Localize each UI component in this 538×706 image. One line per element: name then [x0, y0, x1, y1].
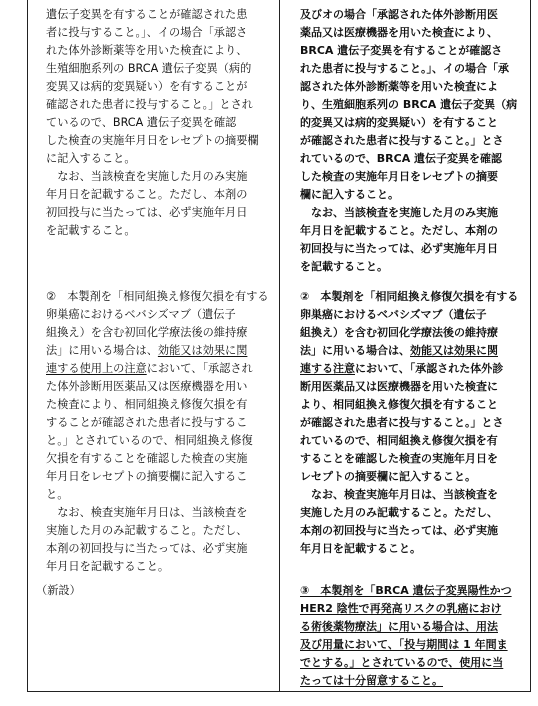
text-line: 年月日をレセプトの摘要欄に記入するこ [46, 470, 248, 483]
text-line: 組換え）を含む初回化学療法後の維持療 [300, 326, 498, 339]
underlined-text-line: たっては十分留意すること。 [300, 674, 443, 687]
text-line: れているので、BRCA 遺伝子変異を確認 [300, 152, 503, 165]
text-line: 実施した月のみ記載すること。ただし、 [46, 524, 248, 537]
text-line: 年月日を記載すること。ただし、本剤の [300, 224, 498, 237]
text-line: 及びオの場合「承認された体外診断用医 [300, 8, 498, 21]
text-line: 年月日を記載すること。ただし、本剤の [46, 188, 248, 201]
text-line: することを確認した検査の実施年月日を [300, 452, 498, 465]
underlined-text: 効能又は効果に関 [410, 344, 498, 357]
text-line: と。」とされているので、相同組換え修復 [46, 434, 253, 447]
left-paragraph-1 [46, 6, 286, 240]
text-line: ているので、BRCA 遺伝子変異を確認 [46, 116, 237, 129]
text-line: た体外診断用医薬品又は医療機器を用い [46, 380, 248, 393]
underlined-text-line: でとする。」とされているので、使用に当 [300, 656, 504, 669]
table-border-right [530, 0, 531, 692]
new-provision-note: （新設） [36, 584, 81, 597]
right-paragraph-3 [300, 582, 528, 690]
text-line: た検査により、相同組換え修復欠損を有 [46, 398, 248, 411]
text-line: より、相同組換え修復欠損を有すること [300, 398, 498, 411]
text-line: することが確認された患者に投与するこ [46, 416, 248, 429]
text-line: なお、検査実施年月日は、当該検査を [300, 488, 498, 501]
text-line: 本剤の初回投与に当たっては、必ず実施 [46, 542, 248, 555]
text-line: 卵巣癌におけるベバシズマブ（遺伝子 [46, 308, 236, 321]
text-line: 欠損を有することを確認した検査の実施 [46, 452, 248, 465]
text-line: した検査の実施年月日をレセプトの摘要 [300, 170, 498, 183]
text-line: 変異又は病的変異疑い）を有することが [46, 80, 248, 93]
text-line: なお、検査実施年月日は、当該検査を [46, 506, 248, 519]
text-line: 卵巣癌におけるベバシズマブ（遺伝子 [300, 308, 487, 321]
underlined-text: 効能又は効果に関 [157, 344, 248, 357]
text-line: り、生殖細胞系列の BRCA 遺伝子変異（病 [300, 98, 518, 111]
text-line: れているので、相同組換え修復欠損を有 [300, 434, 498, 447]
text-line [300, 360, 528, 378]
text-span: 法」に用いる場合は、 [300, 344, 410, 357]
text-line: 年月日を記載すること。 [46, 560, 170, 573]
underlined-text: 連する使用上の注意 [46, 362, 147, 375]
text-span: 法」に用いる場合は、 [46, 344, 158, 357]
table-border-left [27, 0, 28, 692]
text-line [300, 342, 528, 360]
text-line: 確認された患者に投与すること。」とされ [46, 98, 253, 111]
text-line: 初回投与に当たっては、必ず実施年月日 [46, 206, 248, 219]
underlined-text: 連する注意 [300, 362, 355, 375]
text-line: に記入すること。 [46, 152, 136, 165]
text-line: 遺伝子変異を有することが確認された患 [46, 8, 248, 21]
text-line [46, 360, 286, 378]
text-line: と。 [46, 488, 69, 501]
text-line: 的変異又は病的変異疑い）を有すること [300, 116, 498, 129]
text-line: 初回投与に当たっては、必ず実施年月日 [300, 242, 498, 255]
text-line: 生殖細胞系列の BRCA 遺伝子変異（病的 [46, 62, 252, 75]
text-line: ② 本製剤を「相同組換え修復欠損を有する [300, 290, 519, 303]
table-border-bottom [27, 691, 531, 692]
text-line: が確認された患者に投与すること。」とさ [300, 134, 504, 147]
text-line: レセプトの摘要欄に記入すること。 [300, 470, 476, 483]
underlined-text-line: る術後薬物療法」に用いる場合は、用法 [300, 620, 498, 633]
text-line: 実施した月のみ記載すること。ただし、 [300, 506, 498, 519]
left-paragraph-2 [46, 288, 286, 576]
underlined-text-line: 及び用量において、「投与期間は 1 年間ま [300, 638, 508, 651]
right-paragraph-2 [300, 288, 528, 558]
text-line: を記載すること。 [46, 224, 136, 237]
comparison-table [27, 0, 531, 692]
text-line: 認された体外診断薬等を用いた検査によ [300, 80, 498, 93]
text-line: BRCA 遺伝子変異を有することが確認さ [300, 44, 503, 57]
text-line: 本剤の初回投与に当たっては、必ず実施 [300, 524, 498, 537]
underlined-text-line: ③ 本製剤を「BRCA 遺伝子変異陽性かつ [300, 584, 512, 597]
text-line: した検査の実施年月日をレセプトの摘要欄 [46, 134, 259, 147]
text-line: ② 本製剤を「相同組換え修復欠損を有する [46, 290, 269, 303]
text-line: が確認された患者に投与すること。」とさ [300, 416, 504, 429]
text-line: れた体外診断薬等を用いた検査により、 [46, 44, 248, 57]
text-span: において、「承認された体外診 [355, 362, 504, 375]
text-line: 年月日を記載すること。 [300, 542, 421, 555]
text-line: を記載すること。 [300, 260, 388, 273]
text-line: 組換え）を含む初回化学療法後の維持療 [46, 326, 248, 339]
underlined-text-line: HER2 陰性で再発高リスクの乳癌におけ [300, 602, 502, 615]
right-paragraph-1 [300, 6, 528, 276]
text-span: において、「承認され [146, 362, 253, 375]
text-line [46, 342, 286, 360]
text-line: 断用医薬品又は医療機器を用いた検査に [300, 380, 498, 393]
text-line: なお、当該検査を実施した月のみ実施 [46, 170, 248, 183]
text-line: 者に投与すること。」、イの場合「承認さ [46, 26, 248, 39]
text-line: なお、当該検査を実施した月のみ実施 [300, 206, 498, 219]
text-line: 欄に記入すること。 [300, 188, 399, 201]
text-line: れた患者に投与すること。」、イの場合「承 [300, 62, 509, 75]
text-line: 薬品又は医療機器を用いた検査により、 [300, 26, 498, 39]
